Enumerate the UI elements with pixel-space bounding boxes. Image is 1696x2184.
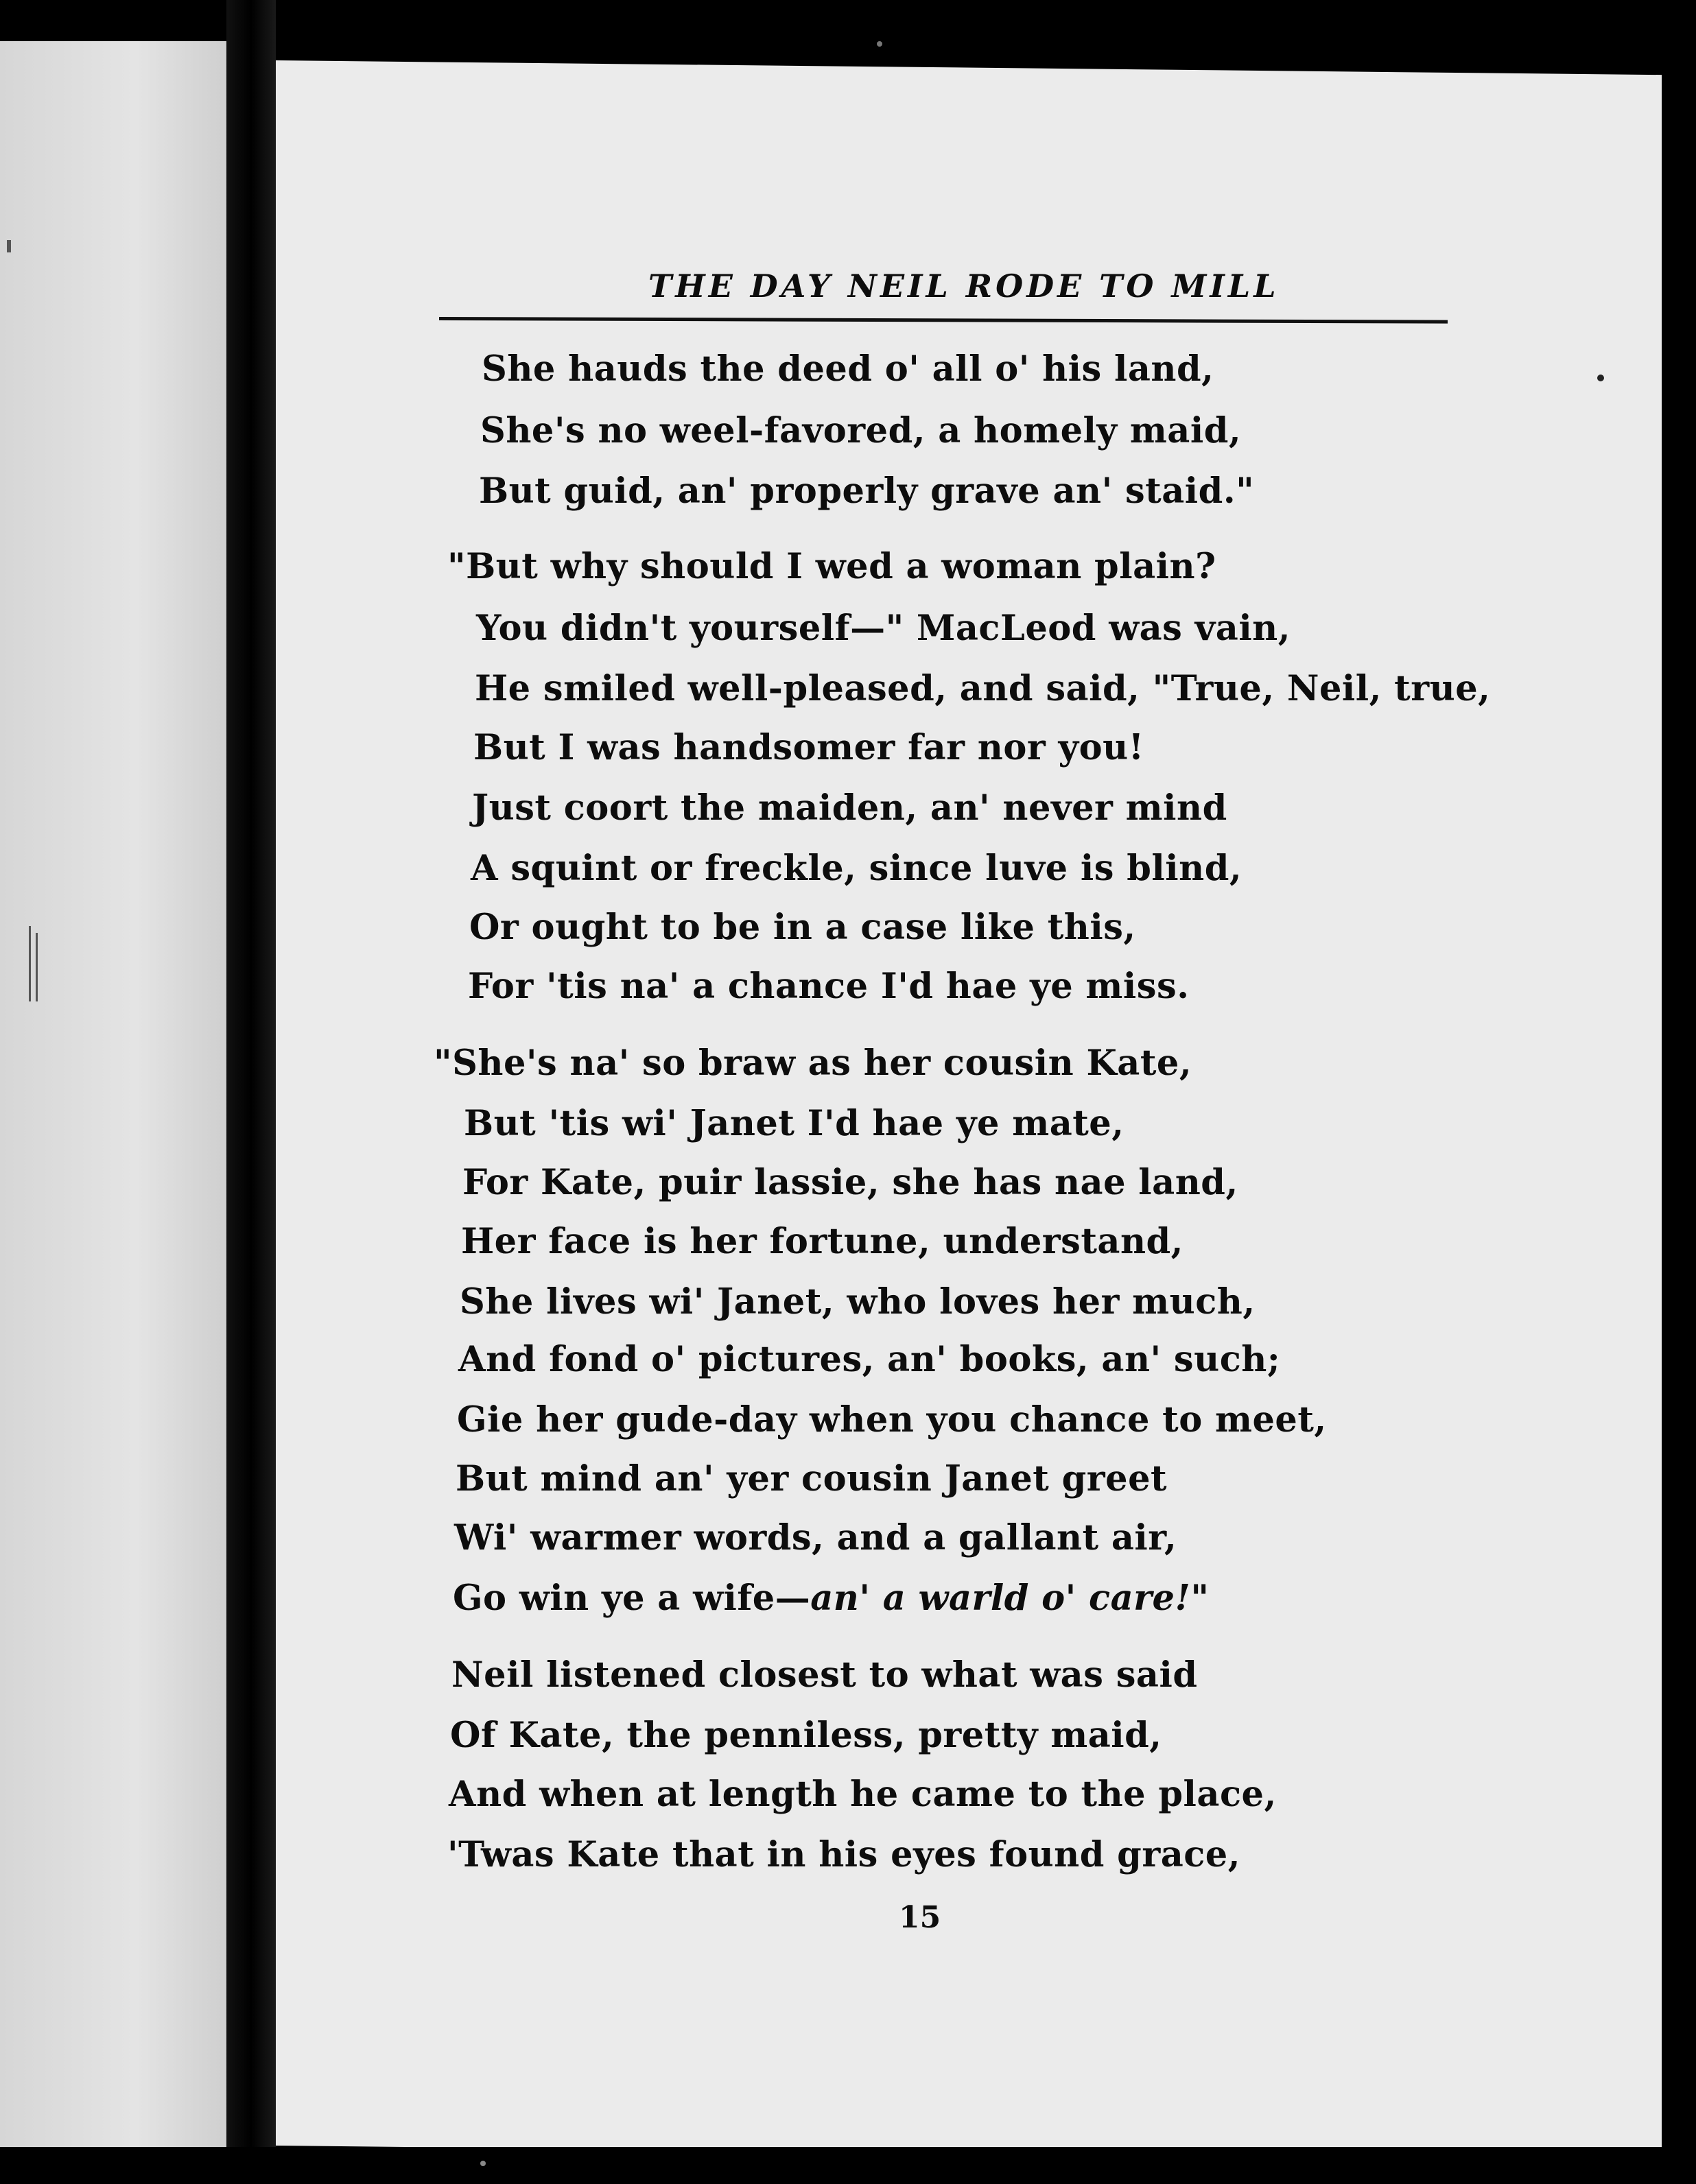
page-number: 15 (899, 1900, 941, 1935)
verse-line: For Kate, puir lassie, she has nae land, (462, 1162, 1238, 1203)
closing-quote: " (1190, 1578, 1210, 1619)
verse-line: A squint or freckle, since luve is blind, (471, 848, 1242, 889)
header-rule (439, 317, 1448, 324)
verse-line: But mind an' yer cousin Janet greet (456, 1458, 1168, 1499)
verse-line: She's no weel-favored, a homely maid, (480, 410, 1242, 451)
italic-phrase: an' a warld o' care! (810, 1578, 1191, 1619)
verse-line: Gie her gude-day when you chance to meet, (457, 1399, 1327, 1440)
verse-line: But I was handsomer far nor you! (473, 727, 1144, 768)
scan-speck (480, 2161, 486, 2166)
verse-line: He smiled well-pleased, and said, "True, Neil, true, (475, 668, 1491, 709)
verse-line: Of Kate, the penniless, pretty maid, (450, 1715, 1162, 1756)
verse-line: Her face is her fortune, understand, (461, 1221, 1183, 1262)
verse-line: And when at length he came to the place, (449, 1774, 1277, 1815)
verse-line: But guid, an' properly grave an' staid." (479, 471, 1255, 512)
verse-line: "But why should I wed a woman plain? (447, 546, 1216, 587)
verse-line: Or ought to be in a case like this, (469, 907, 1136, 948)
verse-line: She lives wi' Janet, who loves her much, (460, 1281, 1256, 1322)
verse-line: And fond o' pictures, an' books, an' such; (458, 1339, 1281, 1380)
verse-line: She hauds the deed o' all o' his land, (482, 348, 1214, 390)
scan-speck (877, 41, 882, 47)
verse-line (453, 1578, 1209, 1619)
running-head: THE DAY NEIL RODE TO MILL (648, 268, 1280, 305)
verse-line: Neil listened closest to what was said (451, 1654, 1198, 1696)
verse-line: 'Twas Kate that in his eyes found grace, (447, 1834, 1240, 1875)
scan-speck (1597, 375, 1604, 381)
verse-line: "She's na' so braw as her cousin Kate, (434, 1043, 1192, 1084)
verse-line: Just coort the maiden, an' never mind (472, 787, 1227, 829)
verse-line-text: Go win ye a wife— (453, 1578, 811, 1619)
verse-line: Wi' warmer words, and a gallant air, (454, 1517, 1177, 1558)
verse-line: But 'tis wi' Janet I'd hae ye mate, (464, 1103, 1124, 1144)
verse-line: For 'tis na' a chance I'd hae ye miss. (468, 966, 1190, 1007)
verse-line: You didn't yourself—" MacLeod was vain, (476, 608, 1291, 649)
